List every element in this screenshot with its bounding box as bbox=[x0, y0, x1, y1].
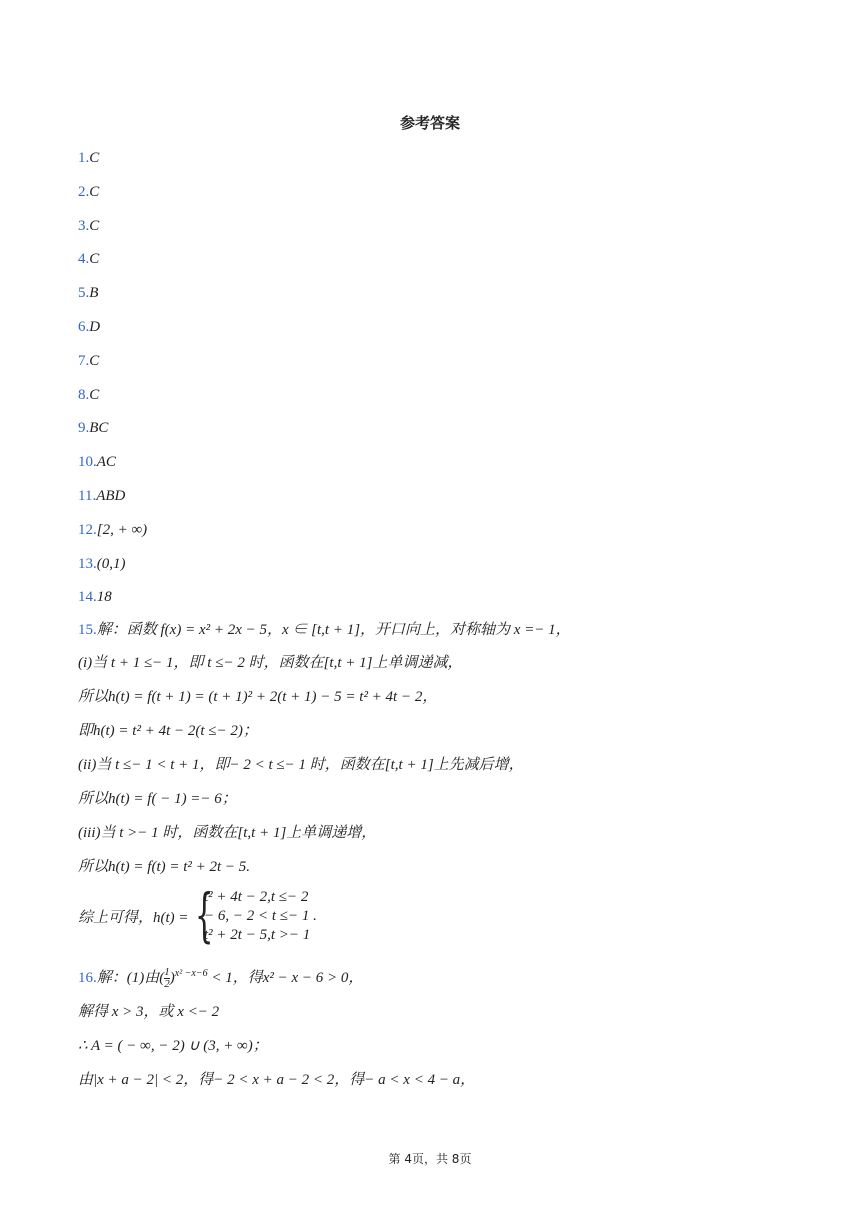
exponent: x² −x−6 bbox=[174, 968, 208, 979]
answer-number: 9. bbox=[78, 420, 90, 437]
answer-item bbox=[78, 384, 99, 405]
q15-line-7: (iii)当 t >− 1 时，函数在[t,t + 1]上单调递增， bbox=[78, 825, 377, 841]
answer-item bbox=[78, 417, 108, 438]
answer-item bbox=[78, 282, 98, 303]
fraction: $\frac{1}{2}$ bbox=[164, 965, 170, 990]
case-row: − 6, − 2 < t ≤− 1 . bbox=[204, 908, 317, 924]
q15-line-2: (i)当 t + 1 ≤− 1，即 t ≤− 2 时，函数在[t,t + 1]上单调递减， bbox=[78, 655, 463, 671]
answer-number: 11. bbox=[78, 488, 97, 504]
q15-line-4: 即h(t) = t² + 4t − 2(t ≤− 2)； bbox=[78, 723, 258, 739]
answer-number: 1. bbox=[78, 150, 90, 166]
q16-line-1: 16.解：(1)由( $\frac{1}{2}$ )$^{x^2 -x-6}$ < 1，得x² − x − 6 > 0， bbox=[78, 965, 364, 990]
q16-number: 16. bbox=[78, 970, 97, 986]
answer-value: BC bbox=[89, 420, 109, 437]
answer-value: C bbox=[89, 150, 100, 166]
answer-item bbox=[78, 586, 112, 607]
answer-value: C bbox=[89, 352, 100, 369]
answer-value: B bbox=[89, 285, 99, 302]
answer-value: [2, + ∞) bbox=[96, 521, 148, 538]
answer-value: (0,1) bbox=[96, 555, 126, 572]
piecewise-cases bbox=[204, 888, 317, 945]
q15-line-1: 15.解：函数 f(x) = x² + 2x − 5，x ∈ [t,t + 1]，开口向上，对称轴为 x =− 1， bbox=[78, 622, 571, 638]
answer-item bbox=[78, 181, 99, 202]
q15-line-5: (ii)当 t ≤− 1 < t + 1，即− 2 < t ≤− 1 时，函数在[t,t + 1]上先减后增， bbox=[78, 757, 524, 773]
q16-line-3: ∴ A = ( − ∞, − 2) ∪ (3, + ∞)； bbox=[78, 1038, 268, 1054]
page-footer: 第 4页，共 8页 bbox=[388, 1152, 472, 1166]
answer-number: 3. bbox=[78, 217, 90, 234]
q15-number: 15. bbox=[78, 622, 97, 638]
answer-value: D bbox=[89, 319, 101, 335]
summary-label: 综上可得，h(t) = bbox=[78, 910, 189, 926]
q15-line-8: 所以h(t) = f(t) = t² + 2t − 5. bbox=[78, 859, 251, 875]
answer-value: 18 bbox=[96, 589, 112, 606]
answer-number: 14. bbox=[78, 589, 97, 606]
answer-item bbox=[78, 451, 116, 472]
answer-item bbox=[78, 350, 99, 371]
page-title: 参考答案 bbox=[399, 114, 460, 132]
case-row: t² + 2t − 5,t >− 1 bbox=[204, 927, 311, 943]
answer-number: 4. bbox=[78, 251, 90, 268]
answer-item bbox=[78, 485, 125, 506]
left-brace: { bbox=[195, 881, 214, 949]
answer-item bbox=[78, 147, 99, 168]
answer-item bbox=[78, 316, 100, 337]
answer-item bbox=[78, 519, 147, 540]
answer-value: AC bbox=[96, 454, 116, 471]
answer-number: 7. bbox=[78, 352, 90, 369]
answer-value: C bbox=[89, 386, 100, 403]
q16-line-4: 由|x + a − 2| < 2，得− 2 < x + a − 2 < 2，得− a < x < 4 − a， bbox=[78, 1072, 476, 1088]
answer-value: C bbox=[89, 251, 100, 268]
answer-number: 6. bbox=[78, 319, 90, 335]
answer-value: C bbox=[89, 217, 100, 234]
q15-line-3: 所以h(t) = f(t + 1) = (t + 1)² + 2(t + 1) − 5 = t² + 4t − 2， bbox=[78, 689, 438, 705]
answer-number: 2. bbox=[78, 183, 90, 200]
answer-number: 12. bbox=[78, 521, 97, 538]
case-row: t² + 4t − 2,t ≤− 2 bbox=[204, 889, 309, 905]
answer-value: ABD bbox=[96, 488, 126, 504]
answer-number: 5. bbox=[78, 285, 90, 302]
answer-item bbox=[78, 553, 126, 574]
q16-line-2: 解得 x > 3，或 x <− 2 bbox=[78, 1004, 220, 1020]
answer-value: C bbox=[89, 183, 100, 200]
answer-item bbox=[78, 248, 99, 269]
answer-item bbox=[78, 215, 99, 236]
q15-line-6: 所以h(t) = f( − 1) =− 6； bbox=[78, 791, 237, 807]
answer-number: 10. bbox=[78, 454, 97, 471]
answer-number: 13. bbox=[78, 555, 97, 572]
answer-number: 8. bbox=[78, 386, 90, 403]
